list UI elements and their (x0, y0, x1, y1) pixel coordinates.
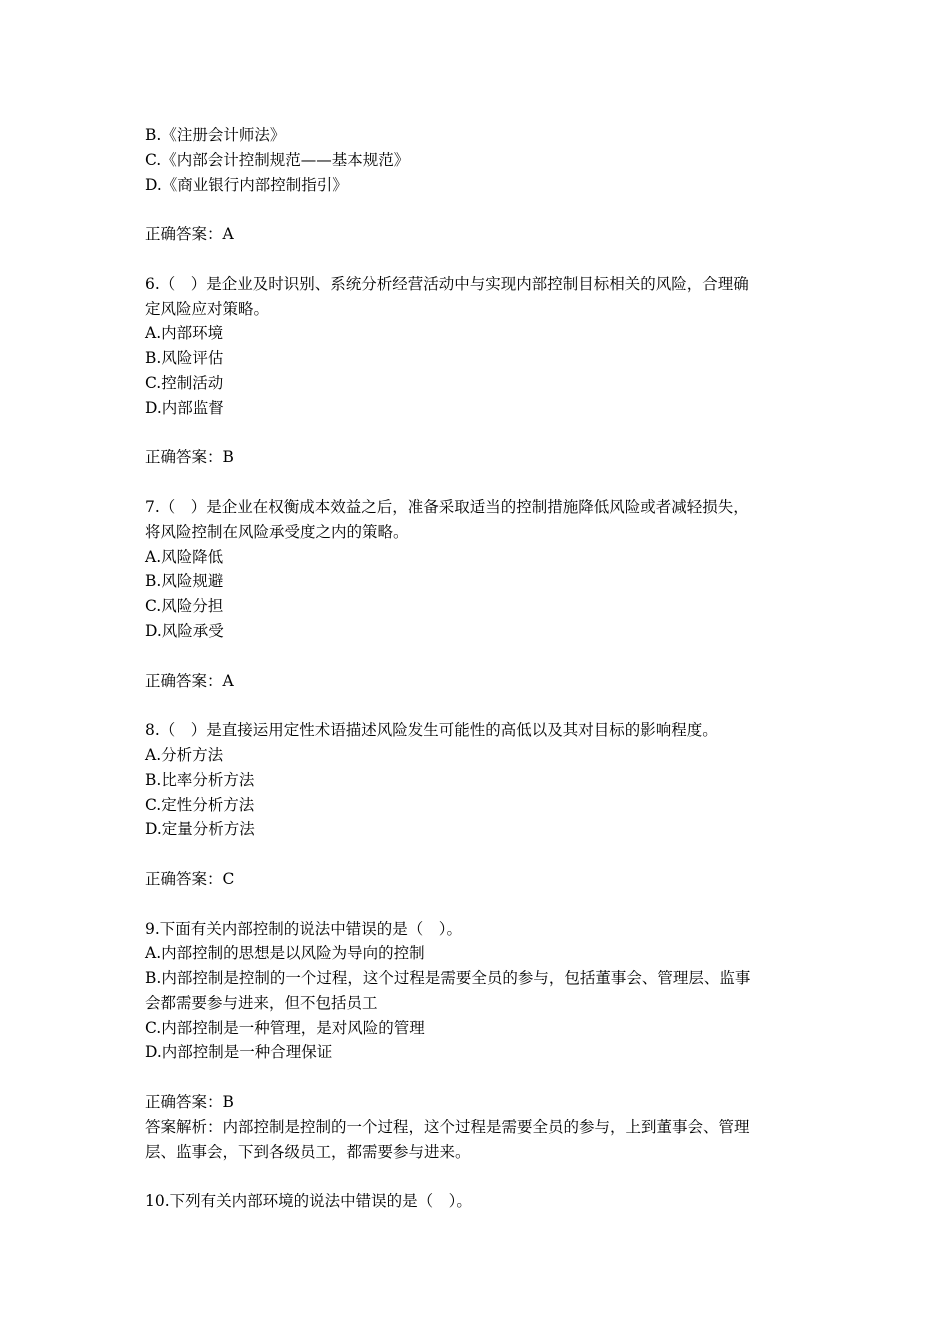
question-line: 9.下面有关内部控制的说法中错误的是（ ）。 (145, 919, 463, 938)
option-line: A.内部环境 (145, 324, 224, 343)
option-line: C.定性分析方法 (145, 795, 255, 814)
blank-line (145, 842, 815, 867)
blank-line (145, 892, 815, 917)
option-line: D.《商业银行内部控制指引》 (145, 175, 348, 194)
option-line: D.内部控制是一种合理保证 (145, 1043, 333, 1062)
option-line: D.内部监督 (145, 398, 224, 417)
option-line: C.控制活动 (145, 373, 224, 392)
blank-line (145, 644, 815, 669)
blank-line (145, 1164, 815, 1189)
option-line: C.《内部会计控制规范——基本规范》 (145, 150, 410, 169)
option-line: B.风险评估 (145, 349, 224, 368)
answer-line: 正确答案：B (145, 1093, 234, 1112)
question-line: 7.（ ）是企业在权衡成本效益之后，准备采取适当的控制措施降低风险或者减轻损失， (145, 497, 749, 516)
answer-line: 正确答案：C (145, 869, 235, 888)
option-line: B.《注册会计师法》 (145, 126, 286, 144)
option-line: A.分析方法 (145, 745, 224, 764)
answer-line: 正确答案：A (145, 225, 234, 244)
explanation-line: 答案解析：内部控制是控制的一个过程，这个过程是需要全员的参与，上到董事会、管理 (145, 1117, 750, 1136)
question-line: 8.（ ）是直接运用定性术语描述风险发生可能性的高低以及其对目标的影响程度。 (145, 721, 718, 740)
option-line: C.风险分担 (145, 597, 224, 616)
blank-line (145, 197, 815, 222)
option-line: A.内部控制的思想是以风险为导向的控制 (145, 944, 425, 963)
answer-line: 正确答案：A (145, 671, 234, 690)
option-line: B.内部控制是控制的一个过程，这个过程是需要全员的参与，包括董事会、管理层、监事 (145, 969, 751, 988)
blank-line (145, 470, 815, 495)
text-line: 将风险控制在风险承受度之内的策略。 (145, 522, 409, 541)
option-line: D.定量分析方法 (145, 820, 255, 839)
blank-line (145, 247, 815, 272)
blank-line (145, 1065, 815, 1090)
option-line: B.风险规避 (145, 572, 224, 591)
blank-line (145, 693, 815, 718)
option-line: A.风险降低 (145, 547, 224, 566)
question-line: 6.（ ）是企业及时识别、系统分析经营活动中与实现内部控制目标相关的风险，合理确 (145, 274, 749, 293)
document-page (145, 123, 815, 1214)
blank-line (145, 421, 815, 446)
answer-line: 正确答案：B (145, 448, 234, 467)
text-line: 定风险应对策略。 (145, 299, 270, 318)
option-line: C.内部控制是一种管理，是对风险的管理 (145, 1018, 425, 1037)
text-line: 层、监事会，下到各级员工，都需要参与进来。 (145, 1142, 471, 1161)
option-line: D.风险承受 (145, 621, 224, 640)
text-line: 会都需要参与进来，但不包括员工 (145, 993, 378, 1012)
option-line: B.比率分析方法 (145, 770, 255, 789)
question-line: 10.下列有关内部环境的说法中错误的是（ ）。 (145, 1192, 472, 1211)
